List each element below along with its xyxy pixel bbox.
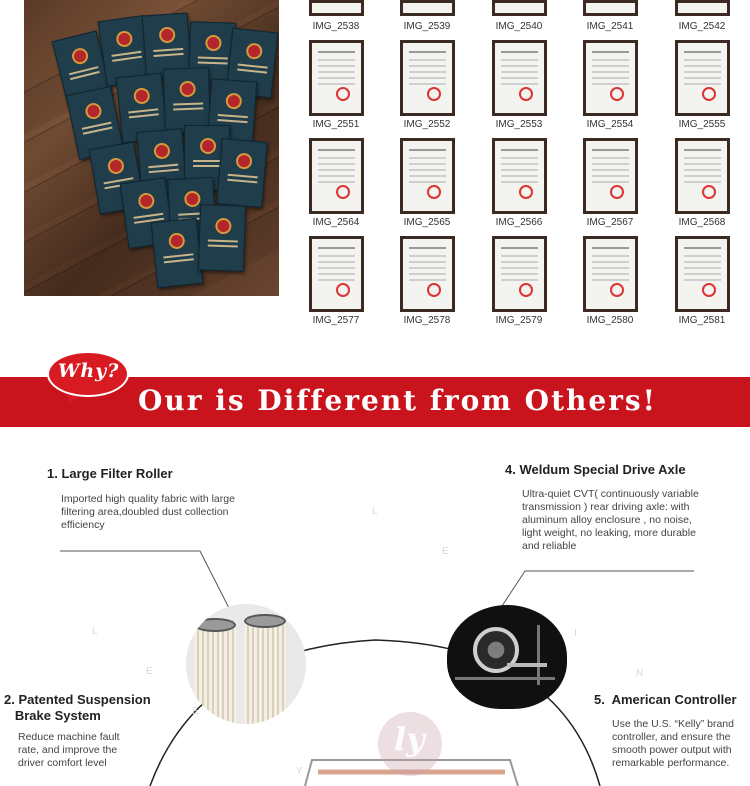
certificate-caption: IMG_2553 (495, 119, 543, 130)
watermark-glyph: I (574, 628, 577, 639)
watermark-glyph: E (192, 706, 199, 717)
patent-booklets-photo (24, 0, 279, 296)
certificate-thumbnail (675, 40, 730, 116)
certificate-caption: IMG_2555 (678, 119, 726, 130)
certificate-caption: IMG_2580 (586, 315, 634, 326)
certificate-caption: IMG_2566 (495, 217, 543, 228)
certificate-thumbnail (309, 236, 364, 312)
certificate-caption: IMG_2542 (678, 21, 726, 32)
feature-1-description: Imported high quality fabric with large filtering area,doubled dust collection efficiency (61, 493, 235, 531)
feature-4-title: 4. Weldum Special Drive Axle (505, 462, 686, 477)
certificate-thumbnail (309, 0, 364, 16)
certificate-thumbnail (492, 40, 547, 116)
certificate-thumbnail (400, 0, 455, 16)
feature-5-description: Use the U.S. “Kelly” brand controller, and ensure the smooth power output with remarkable performance. (612, 718, 734, 769)
certificate-thumbnail (583, 40, 638, 116)
certificate-caption: IMG_2554 (586, 119, 634, 130)
certificate-caption: IMG_2579 (495, 315, 543, 326)
watermark-glyph: L (372, 506, 378, 517)
certificate-thumbnail (675, 236, 730, 312)
certificate-thumbnail (309, 40, 364, 116)
certificate-caption: IMG_2539 (403, 21, 451, 32)
watermark-glyph: E (146, 666, 153, 677)
banner-headline: Our is Different from Others! (138, 384, 657, 417)
watermark-glyph: L (92, 626, 98, 637)
certificate-caption: IMG_2551 (312, 119, 360, 130)
feature-5-title: 5. American Controller (594, 692, 737, 707)
certificate-thumbnail (492, 0, 547, 16)
why-label: Why? (58, 360, 120, 382)
watermark-glyph: E (442, 546, 449, 557)
certificate-thumbnail (309, 138, 364, 214)
certificate-thumbnail (400, 40, 455, 116)
certificate-caption: IMG_2541 (586, 21, 634, 32)
certificate-caption: IMG_2577 (312, 315, 360, 326)
leader-line-1 (60, 551, 230, 610)
leader-line-4 (502, 571, 694, 606)
certificate-thumbnail (583, 0, 638, 16)
drive-axle-image (447, 605, 567, 709)
certificate-thumbnail (400, 138, 455, 214)
certificate-thumbnail (583, 236, 638, 312)
certificate-thumbnail (400, 236, 455, 312)
watermark-glyph: N (636, 668, 644, 679)
watermark-glyph: Y (296, 766, 303, 777)
certificate-thumbnail (675, 0, 730, 16)
certificate-caption: IMG_2568 (678, 217, 726, 228)
certificate-caption: IMG_2564 (312, 217, 360, 228)
certificate-caption: IMG_2538 (312, 21, 360, 32)
certificate-thumbnail (675, 138, 730, 214)
certificate-caption: IMG_2565 (403, 217, 451, 228)
feature-1-title: 1. Large Filter Roller (47, 466, 173, 481)
certificate-caption: IMG_2578 (403, 315, 451, 326)
filter-roller-image (186, 604, 306, 724)
certificate-caption: IMG_2567 (586, 217, 634, 228)
feature-4-description: Ultra-quiet CVT( continuously variable transmission ) rear driving axle: with aluminum alloy enclosure , no noise, light weight, no leaking, more durable and reliable (522, 488, 699, 552)
certificate-thumbnail (583, 138, 638, 214)
certificate-caption: IMG_2540 (495, 21, 543, 32)
certificate-caption: IMG_2552 (403, 119, 451, 130)
feature-2-title: 2. Patented Suspension Brake System (4, 692, 151, 723)
certificate-thumbnail (492, 138, 547, 214)
certificate-thumbnail (492, 236, 547, 312)
feature-2-description: Reduce machine fault rate, and improve the driver comfort level (18, 731, 120, 769)
certificate-caption: IMG_2581 (678, 315, 726, 326)
brand-logo-watermark: ly (378, 712, 442, 776)
